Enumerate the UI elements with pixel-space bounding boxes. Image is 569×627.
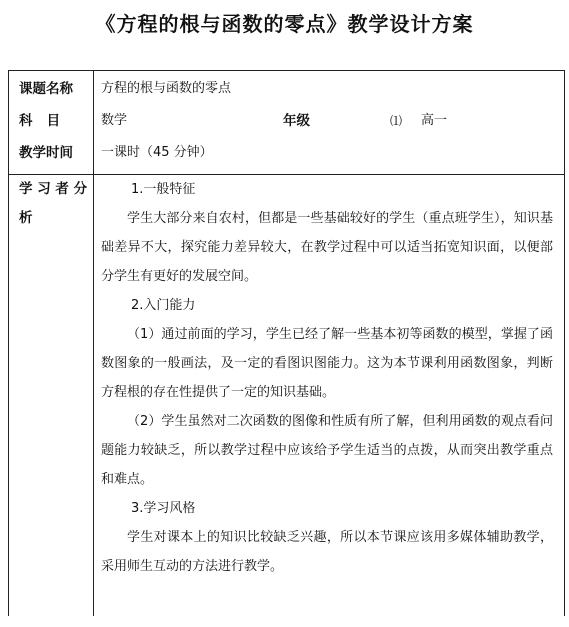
grade-label: 年级	[283, 113, 310, 129]
heading-general-traits: 1.一般特征	[131, 182, 196, 197]
heading-learning-style: 3.学习风格	[131, 501, 196, 516]
grade-number: ⑴	[390, 114, 403, 128]
paragraph-learning-style: 学生对课本上的知识比较缺乏兴趣，所以本节课应该用多媒体辅助教学，采用师生互动的方法进行教学。	[101, 530, 553, 574]
topic-label: 课题名称	[19, 81, 73, 97]
time-value: 一课时（45 分钟）	[101, 145, 213, 160]
grade-value: 高一	[421, 113, 448, 128]
paragraph-entry-ability-2: （2）学生虽然对二次函数的图像和性质有所了解，但利用函数的观点看问题能力较缺乏，所以教学过程中应该给予学生适当的点拨，从而突出教学重点和难点。	[101, 414, 553, 487]
learner-analysis-content	[101, 175, 553, 581]
subject-label: 科 目	[19, 113, 61, 129]
paragraph-entry-ability-1: （1）通过前面的学习，学生已经了解一些基本初等函数的模型，掌握了函数图象的一般画法，及一定的看图识图能力。这为本节课利用函数图象，判断方程根的存在性提供了一定的知识基础。	[101, 327, 553, 400]
analysis-label-line1: 学 习 者 分	[19, 181, 88, 197]
document-title: 《方程的根与函数的零点》教学设计方案	[95, 12, 474, 36]
analysis-label-line2: 析	[19, 210, 33, 226]
topic-value: 方程的根与函数的零点	[101, 81, 232, 96]
lesson-plan-table	[8, 70, 565, 616]
heading-entry-ability: 2.入门能力	[131, 298, 196, 313]
time-label: 教学时间	[19, 145, 73, 161]
paragraph-general-traits: 学生大部分来自农村，但都是一些基础较好的学生（重点班学生），知识基础差异不大，探究能力差异较大，在教学过程中可以适当拓宽知识面，以便部分学生有更好的发展空间。	[101, 211, 553, 284]
column-divider	[93, 71, 94, 616]
subject-value: 数学	[101, 113, 128, 128]
